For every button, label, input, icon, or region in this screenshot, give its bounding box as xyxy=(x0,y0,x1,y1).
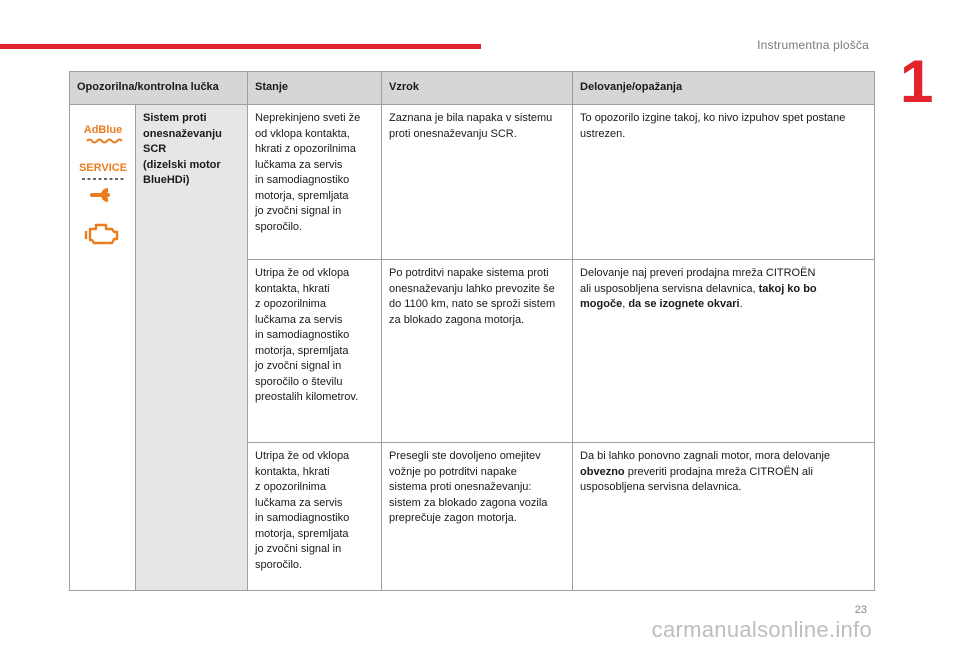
action-cell xyxy=(573,443,875,591)
cause-line: Zaznana je bila napaka v sistemu xyxy=(389,112,553,124)
action-line: mogoče, da se izognete okvari. xyxy=(580,298,743,310)
state-line: lučkama za servis xyxy=(255,496,343,509)
warning-lights-table xyxy=(69,71,875,591)
section-title: Instrumentna plošča xyxy=(757,38,869,52)
state-cell xyxy=(248,443,382,591)
cause-line: proti onesnaževanju SCR. xyxy=(389,127,517,140)
system-label-line: onesnaževanju xyxy=(143,127,222,140)
cause-line: preprečuje zagon motorja. xyxy=(389,512,517,524)
action-line: ustrezen. xyxy=(580,127,626,140)
state-line: jo zvočni signal in xyxy=(255,543,342,555)
system-label-line: Sistem proti xyxy=(143,112,207,124)
state-line: jo zvočni signal in xyxy=(255,360,342,372)
state-line: in samodiagnostiko xyxy=(255,512,350,524)
state-line: kontakta, hkrati xyxy=(255,282,330,295)
state-line: kontakta, hkrati xyxy=(255,465,330,478)
state-line: Neprekinjeno sveti že xyxy=(255,112,361,124)
state-line: lučkama za servis xyxy=(255,158,343,171)
cause-line: Po potrditvi napake sistema proti xyxy=(389,267,549,279)
adblue-icon-label: AdBlue xyxy=(83,124,122,136)
state-line: motorja, spremljata xyxy=(255,189,349,202)
page-number: 23 xyxy=(854,604,867,616)
state-line: preostalih kilometrov. xyxy=(255,391,359,403)
service-icon-label: SERVICE xyxy=(78,162,127,174)
column-header-cause: Vzrok xyxy=(382,72,573,105)
system-label-line: (dizelski motor xyxy=(143,158,221,171)
state-line: sporočilo. xyxy=(255,558,303,571)
cause-line: sistema proti onesnaževanju: xyxy=(389,481,532,493)
column-header-lamp: Opozorilna/kontrolna lučka xyxy=(70,72,248,105)
column-header-action: Delovanje/opažanja xyxy=(573,72,875,105)
system-label-line: BlueHDi) xyxy=(143,174,190,186)
cause-line: za blokado zagona motorja. xyxy=(389,313,525,326)
table-row xyxy=(70,105,875,260)
system-label-line: SCR xyxy=(143,143,167,155)
cause-cell xyxy=(382,260,573,443)
watermark: carmanualsonline.info xyxy=(651,617,872,642)
action-cell xyxy=(573,260,875,443)
action-cell xyxy=(573,105,875,260)
column-header-state: Stanje xyxy=(248,72,382,105)
state-line: od vklopa kontakta, xyxy=(255,127,350,140)
state-line: lučkama za servis xyxy=(255,313,343,326)
state-line: motorja, spremljata xyxy=(255,527,349,540)
state-line: sporočilo o številu xyxy=(255,375,343,388)
state-line: in samodiagnostiko xyxy=(255,329,350,341)
state-line: motorja, spremljata xyxy=(255,344,349,357)
action-line: Da bi lahko ponovno zagnali motor, mora delovanje xyxy=(580,450,831,462)
action-line: ali usposobljena servisna delavnica, takoj ko bo xyxy=(580,282,817,295)
cause-line: Presegli ste dovoljeno omejitev xyxy=(389,450,541,462)
state-line: in samodiagnostiko xyxy=(255,174,350,186)
action-line: To opozorilo izgine takoj, ko nivo izpuhov spet postane xyxy=(580,112,846,124)
state-cell xyxy=(248,105,382,260)
cause-cell xyxy=(382,443,573,591)
icons-cell xyxy=(70,105,136,591)
state-line: z opozorilnima xyxy=(255,298,326,310)
action-line: usposobljena servisna delavnica. xyxy=(580,481,742,493)
state-line: hkrati z opozorilnima xyxy=(255,143,356,155)
cause-line: do 1100 km, nato se sproži sistem xyxy=(389,298,556,310)
table-header-row xyxy=(70,72,875,105)
adblue-icon xyxy=(81,119,125,151)
state-line: Utripa že od vklopa xyxy=(255,450,350,462)
chapter-number: 1 xyxy=(900,48,934,115)
state-line: Utripa že od vklopa xyxy=(255,267,350,279)
state-line: z opozorilnima xyxy=(255,481,326,493)
state-line: sporočilo. xyxy=(255,220,303,233)
header-accent-bar xyxy=(0,44,481,49)
state-cell xyxy=(248,260,382,443)
cause-cell xyxy=(382,105,573,260)
cause-line: vožnje po potrditvi napake xyxy=(389,465,517,478)
action-line: Delovanje naj preveri prodajna mreža CITROËN xyxy=(580,267,816,279)
system-label-cell xyxy=(136,105,248,591)
service-wrench-icon xyxy=(78,157,128,213)
action-line: obvezno preveriti prodajna mreža CITROËN ali xyxy=(580,465,813,478)
cause-line: onesnaževanju lahko prevozite še xyxy=(389,282,555,295)
state-line: jo zvočni signal in xyxy=(255,205,342,217)
engine-icon xyxy=(81,219,125,249)
cause-line: sistem za blokado zagona vozila xyxy=(389,496,548,509)
